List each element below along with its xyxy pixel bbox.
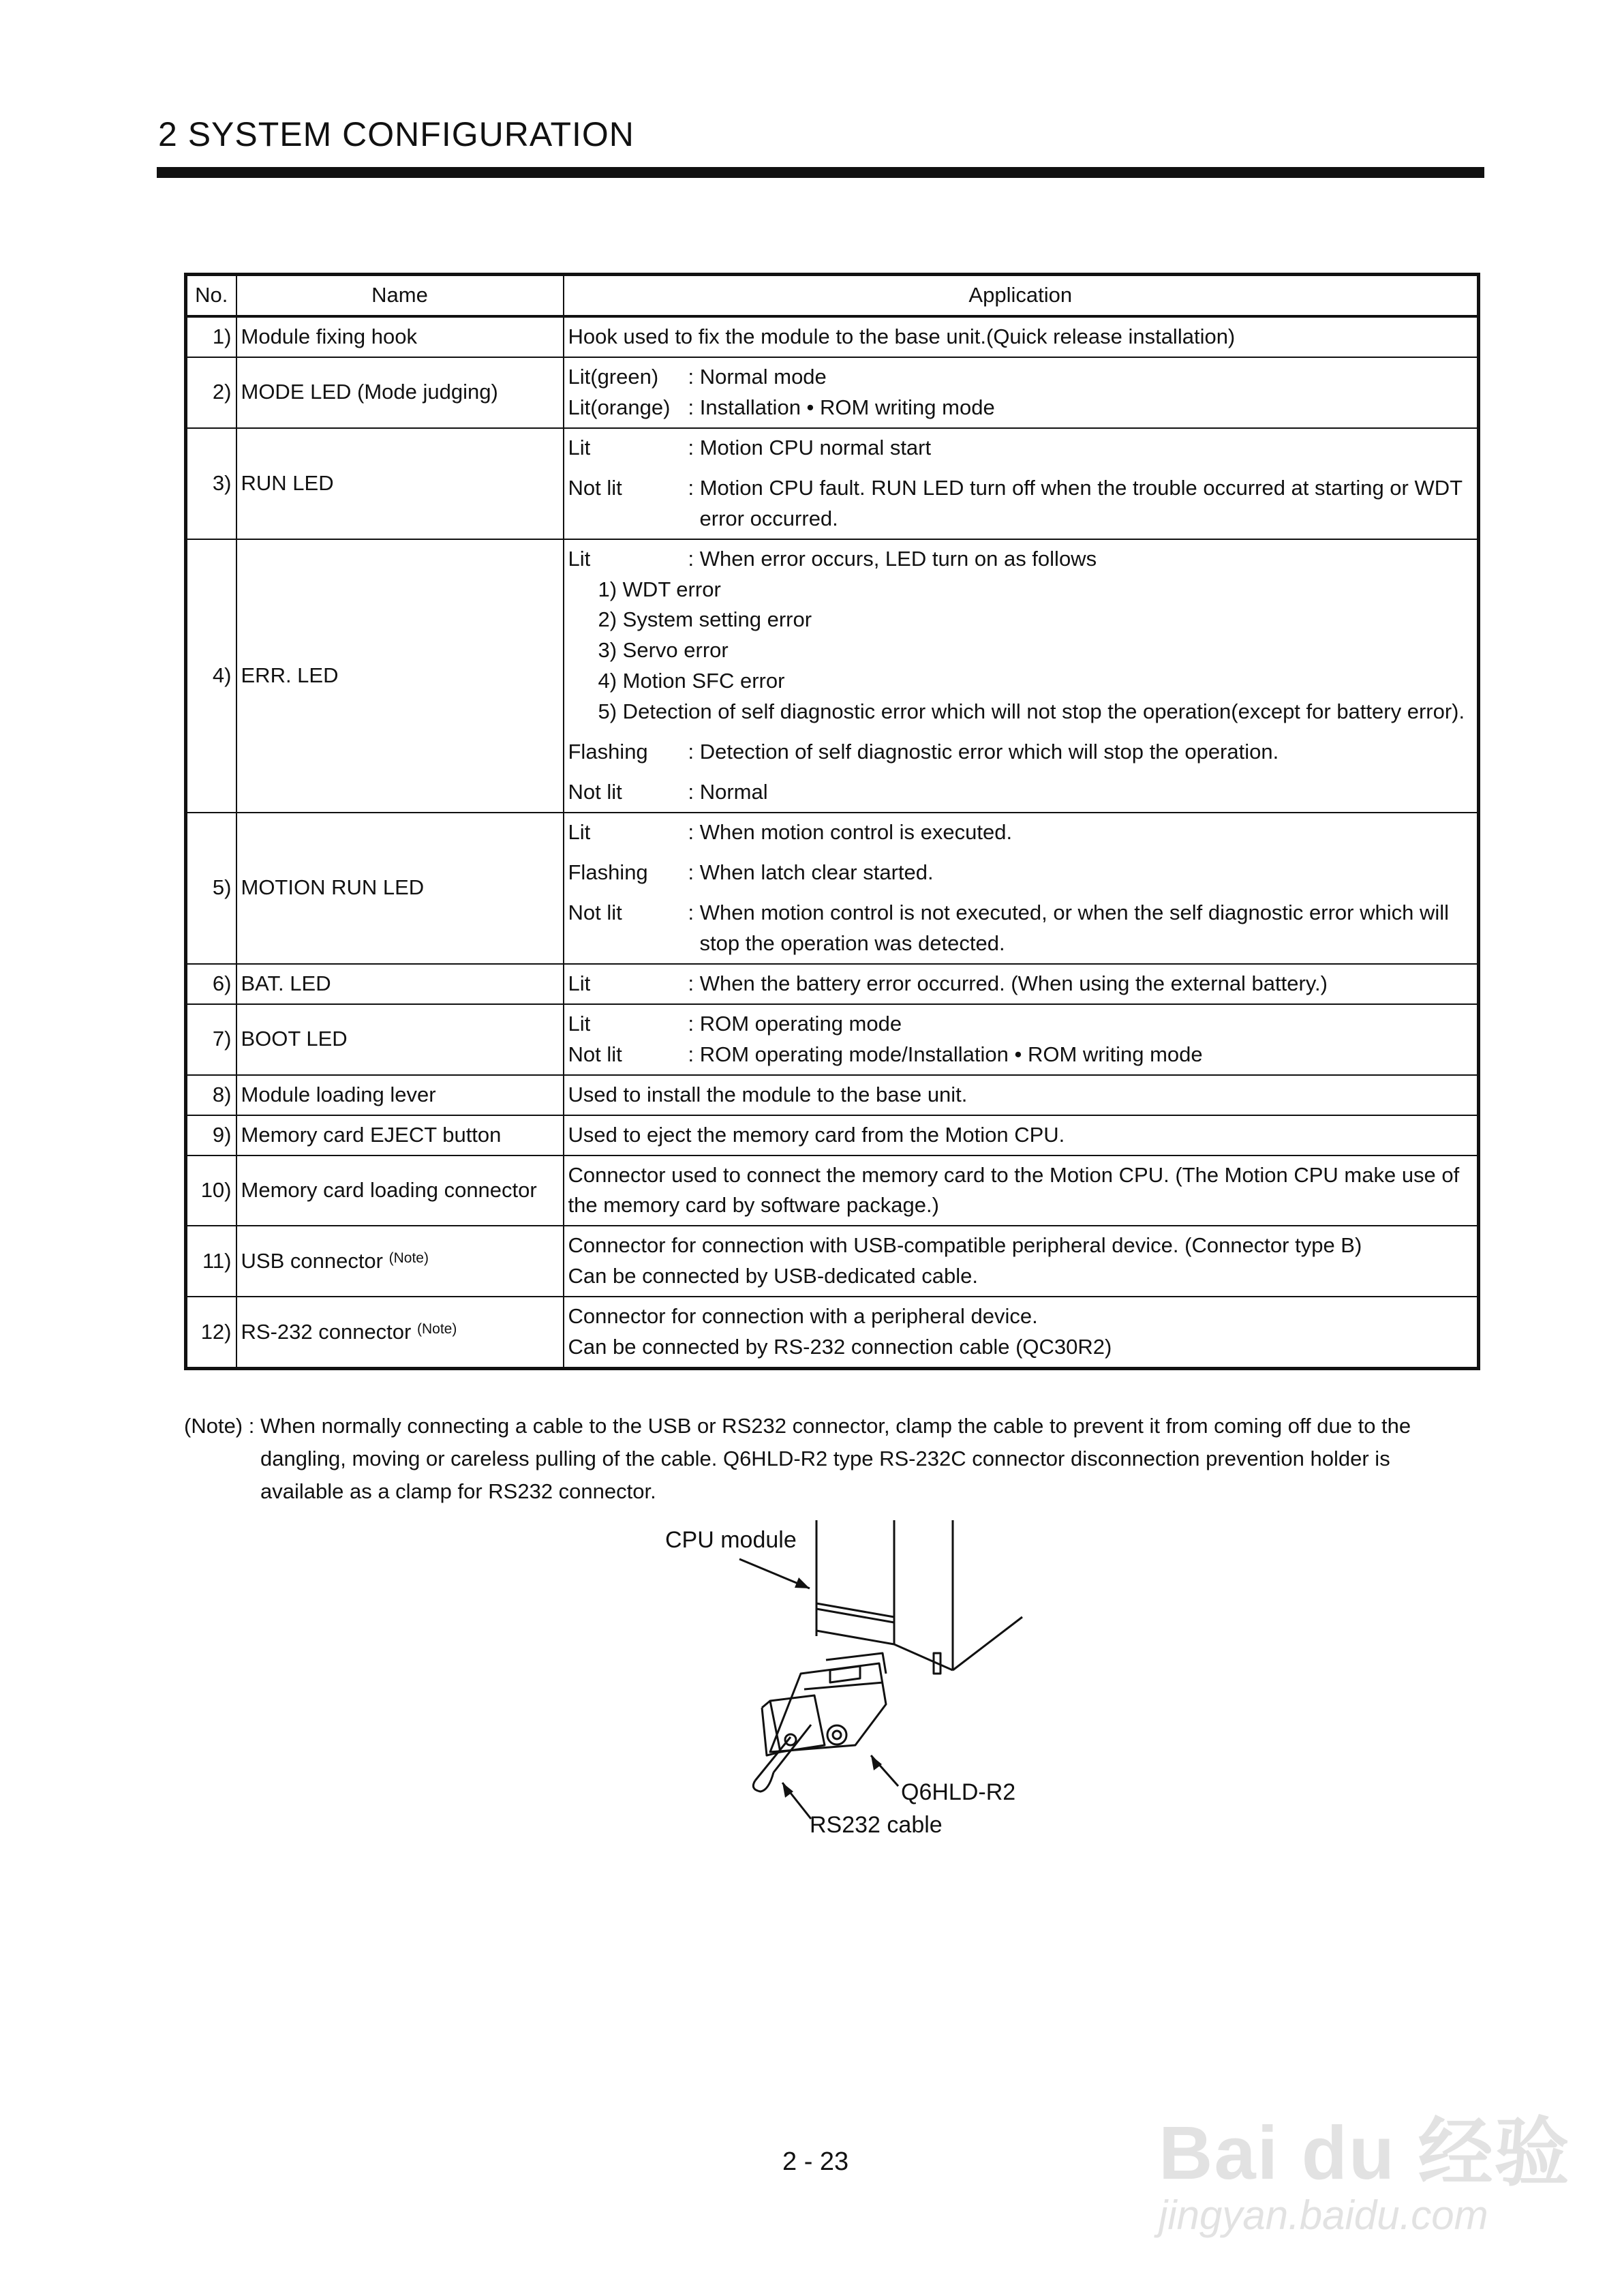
row-number: 11) (186, 1226, 236, 1297)
front-panel (816, 1603, 894, 1644)
state-label: Not lit (568, 1042, 622, 1066)
module-base-edge (953, 1617, 1022, 1670)
note-ref: (Note) (417, 1320, 457, 1337)
sublist-item: 2) System setting error (598, 607, 812, 632)
page-number: 2 - 23 (782, 2147, 849, 2176)
state-description: : Motion CPU normal start (688, 435, 932, 459)
state-label: Lit(orange) (568, 395, 671, 419)
row-number: 9) (186, 1115, 236, 1155)
app-text: Used to install the module to the base unit. (568, 1082, 968, 1106)
row-number: 1) (186, 316, 236, 357)
part-name-text: Module loading lever (241, 1082, 436, 1106)
part-name-text: ERR. LED (241, 663, 339, 687)
part-name-text: BOOT LED (241, 1027, 348, 1051)
col-header-name: Name (236, 275, 564, 316)
row-number: 7) (186, 1004, 236, 1075)
state-description: : Normal mode (688, 364, 827, 389)
col-header-no: No. (186, 275, 236, 316)
part-name-text: BAT. LED (241, 971, 331, 995)
arrow-cpu (795, 1577, 810, 1588)
state-label: Lit (568, 971, 591, 995)
row-number: 6) (186, 964, 236, 1004)
app-text: Connector for connection with a peripheral device. (568, 1304, 1038, 1329)
row-number: 8) (186, 1075, 236, 1115)
state-description: : When motion control is not executed, or when the self diagnostic error which will stop the operation was detected. (688, 900, 1450, 955)
state-description: : ROM operating mode/Installation • ROM writing mode (688, 1042, 1203, 1066)
sublist-item: 5) Detection of self diagnostic error which will not stop the operation(except for battery error). (598, 699, 1465, 724)
sublist-item: 3) Servo error (598, 638, 729, 663)
app-text: Can be connected by USB-dedicated cable. (568, 1264, 978, 1288)
state-description: : Installation • ROM writing mode (688, 395, 995, 419)
label-q6hld-r2: Q6HLD-R2 (901, 1779, 1016, 1805)
part-name-text: RUN LED (241, 470, 334, 495)
label-rs232-cable: RS232 cable (810, 1812, 943, 1838)
state-label: Flashing (568, 860, 648, 884)
state-label: Not lit (568, 900, 622, 924)
watermark-brand: Bai du 经验 (1159, 2111, 1571, 2195)
state-description: : When motion control is executed. (688, 820, 1013, 845)
part-name-text: Memory card EJECT button (241, 1122, 502, 1147)
watermark-url: jingyan.baidu.com (1159, 2192, 1488, 2238)
app-text: Hook used to fix the module to the base unit.(Quick release installation) (568, 324, 1236, 348)
row-number: 2) (186, 357, 236, 428)
row-number: 3) (186, 428, 236, 539)
page-section-title: 2 SYSTEM CONFIGURATION (158, 115, 634, 153)
part-name-text: Memory card loading connector (241, 1177, 537, 1202)
state-label: Not lit (568, 780, 622, 804)
state-description: : When latch clear started. (688, 860, 934, 884)
app-text: Connector used to connect the memory card to the Motion CPU. (The Motion CPU make use of the memory card by software package.) (568, 1162, 1460, 1218)
row-number: 5) (186, 813, 236, 964)
col-header-application: Application (564, 275, 1479, 316)
arrow-holder (871, 1755, 882, 1770)
state-label: Lit (568, 820, 591, 845)
label-cpu-module: CPU module (665, 1527, 797, 1553)
footnote-text: When normally connecting a cable to the USB or RS232 connector, clamp the cable to prevent it from coming off due to the dangling, moving or careless pulling of the cable. Q6HLD-R2 type RS-232C connector disconnection prevention holder is available as a clamp for RS232 connector. (260, 1414, 1411, 1504)
part-name-text: RS-232 connector (241, 1319, 412, 1344)
state-label: Lit(green) (568, 364, 659, 389)
state-label: Flashing (568, 740, 648, 764)
state-label: Not lit (568, 475, 622, 500)
screw (827, 1725, 846, 1744)
row-number: 4) (186, 539, 236, 813)
app-text: Used to eject the memory card from the Motion CPU. (568, 1122, 1065, 1147)
state-description: : When the battery error occurred. (When using the external battery.) (688, 971, 1328, 995)
state-description: : Motion CPU fault. RUN LED turn off when the trouble occurred at starting or WDT error occurred. (688, 475, 1463, 530)
part-name-text: USB connector (241, 1248, 383, 1273)
state-label: Lit (568, 546, 591, 571)
state-label: Lit (568, 1011, 591, 1036)
state-label: Lit (568, 435, 591, 459)
row-number: 12) (186, 1297, 236, 1368)
footnote-label: (Note) : (184, 1414, 255, 1438)
state-description: : Detection of self diagnostic error which will stop the operation. (688, 740, 1279, 764)
sublist-item: 4) Motion SFC error (598, 669, 785, 693)
part-name-text: Module fixing hook (241, 324, 417, 348)
state-description: : When error occurs, LED turn on as follows (688, 546, 1097, 571)
app-text: Can be connected by RS-232 connection cable (QC30R2) (568, 1335, 1112, 1359)
sublist-item: 1) WDT error (598, 577, 721, 601)
state-description: : Normal (688, 780, 768, 804)
app-text: Connector for connection with USB-compatible peripheral device. (Connector type B) (568, 1233, 1362, 1258)
state-description: : ROM operating mode (688, 1011, 902, 1036)
note-ref: (Note) (388, 1250, 429, 1266)
row-number: 10) (186, 1155, 236, 1226)
part-name-text: MOTION RUN LED (241, 875, 425, 900)
part-name-text: MODE LED (Mode judging) (241, 380, 498, 404)
